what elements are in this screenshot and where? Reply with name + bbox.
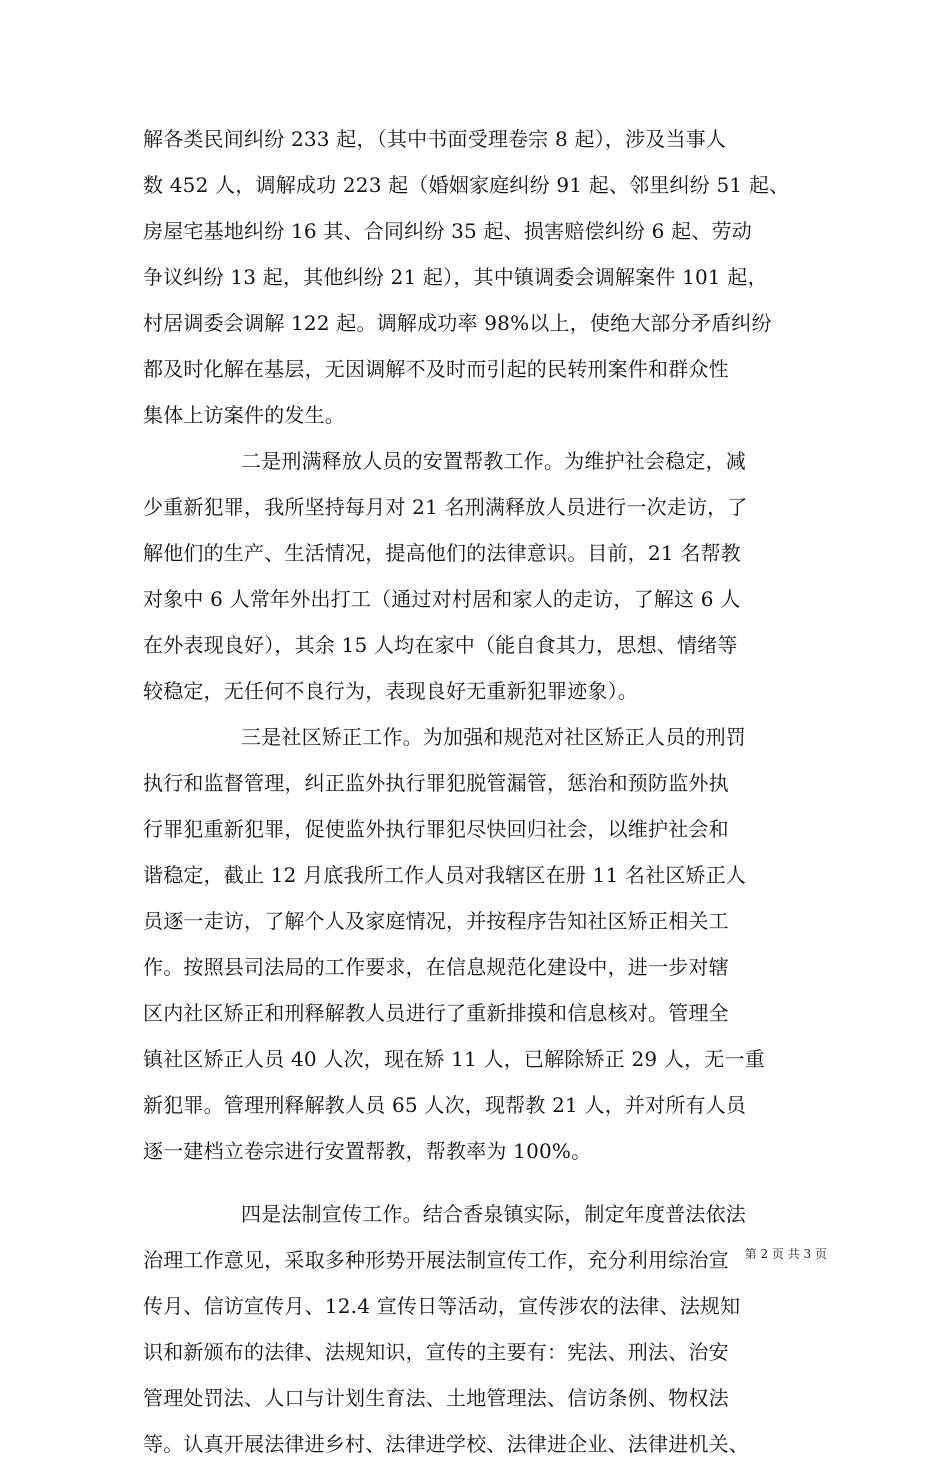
text-line: 逐一建档立卷宗进行安置帮教，帮教率为 100%。	[143, 1139, 592, 1163]
page-number: 第 2 页 共 3 页	[744, 1247, 827, 1261]
paragraph-start: 四是法制宣传工作。结合香泉镇实际，制定年度普法依法	[241, 1202, 746, 1226]
text-line: 治理工作意见，采取多种形势开展法制宣传工作，充分利用综治宣	[143, 1248, 729, 1272]
text-line: 镇社区矫正人员 40 人次，现在矫 11 人，已解除矫正 29 人，无一重	[143, 1047, 765, 1071]
text-line: 在外表现良好），其余 15 人均在家中（能自食其力，思想、情绪等	[143, 633, 738, 657]
body-text	[143, 116, 823, 1467]
text-line: 村居调委会调解 122 起。调解成功率 98%以上，使绝大部分矛盾纠纷	[143, 311, 772, 335]
text-line: 集体上访案件的发生。	[143, 403, 345, 427]
paragraph-gap	[143, 1174, 823, 1191]
text-line: 区内社区矫正和刑释解教人员进行了重新排摸和信息核对。管理全	[143, 1001, 729, 1025]
text-line: 争议纠纷 13 起，其他纠纷 21 起），其中镇调委会调解案件 101 起，	[143, 265, 768, 289]
text-line: 作。按照县司法局的工作要求，在信息规范化建设中，进一步对辖	[143, 955, 729, 979]
text-line: 解他们的生产、生活情况，提高他们的法律意识。目前，21 名帮教	[143, 541, 742, 565]
text-line: 员逐一走访，了解个人及家庭情况，并按程序告知社区矫正相关工	[143, 909, 729, 933]
text-line: 对象中 6 人常年外出打工（通过对村居和家人的走访，了解这 6 人	[143, 587, 741, 611]
text-line: 都及时化解在基层，无因调解不及时而引起的民转刑案件和群众性	[143, 357, 729, 381]
text-line: 传月、信访宣传月、12.4 宣传日等活动，宣传涉农的法律、法规知	[143, 1294, 741, 1318]
text-line: 较稳定，无任何不良行为，表现良好无重新犯罪迹象）。	[143, 679, 638, 703]
text-line: 房屋宅基地纠纷 16 其、合同纠纷 35 起、损害赔偿纠纷 6 起、劳动	[143, 219, 752, 243]
text-line: 识和新颁布的法律、法规知识，宣传的主要有：宪法、刑法、治安	[143, 1340, 729, 1364]
text-line: 解各类民间纠纷 233 起，（其中书面受理卷宗 8 起），涉及当事人	[143, 127, 727, 151]
text-line: 等。认真开展法律进乡村、法律进学校、法律进企业、法律进机关、	[143, 1432, 749, 1456]
text-line: 少重新犯罪，我所坚持每月对 21 名刑满释放人员进行一次走访，了	[143, 495, 748, 519]
text-line: 执行和监督管理，纠正监外执行罪犯脱管漏管，惩治和预防监外执	[143, 771, 729, 795]
text-line: 谐稳定，截止 12 月底我所工作人员对我辖区在册 11 名社区矫正人	[143, 863, 747, 887]
text-line: 管理处罚法、人口与计划生育法、土地管理法、信访条例、物权法	[143, 1386, 729, 1410]
paragraph-start: 二是刑满释放人员的安置帮教工作。为维护社会稳定，减	[241, 449, 746, 473]
paragraph-start: 三是社区矫正工作。为加强和规范对社区矫正人员的刑罚	[241, 725, 746, 749]
text-line: 新犯罪。管理刑释解教人员 65 人次，现帮教 21 人，并对所有人员	[143, 1093, 747, 1117]
text-line: 数 452 人，调解成功 223 起（婚姻家庭纠纷 91 起、邻里纠纷 51 起、	[143, 173, 790, 197]
text-line: 行罪犯重新犯罪，促使监外执行罪犯尽快回归社会，以维护社会和	[143, 817, 729, 841]
